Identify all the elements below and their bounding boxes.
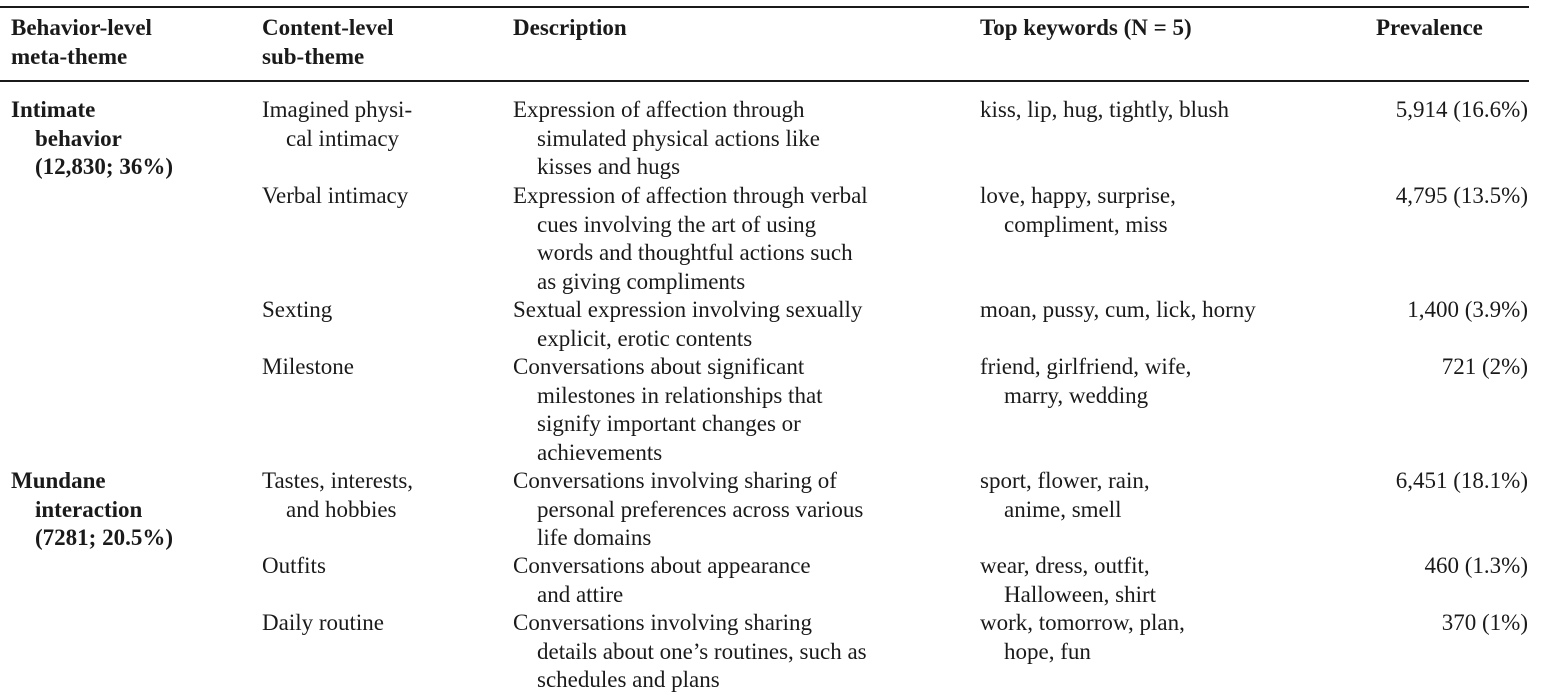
- keywords-line: Halloween, shirt: [1004, 581, 1157, 607]
- keywords-line: anime, smell: [1004, 496, 1122, 522]
- sub-theme-line: Daily routine: [262, 610, 384, 635]
- prevalence-cell: [1300, 182, 1528, 211]
- header-sub-theme: [262, 14, 502, 71]
- keywords-line: wear, dress, outfit,: [980, 553, 1150, 578]
- prevalence-cell: [1300, 96, 1528, 125]
- description-cell: [513, 296, 953, 353]
- description-line: Conversations about appearance: [513, 553, 811, 578]
- header-meta-theme-line1: Behavior-level: [11, 15, 152, 40]
- description-line: life domains: [537, 525, 652, 550]
- description-line: Conversations involving sharing of: [513, 468, 837, 493]
- description-line: Conversations about significant: [513, 354, 805, 379]
- description-line: Expression of affection through: [513, 97, 805, 122]
- sub-theme-cell: [262, 296, 502, 325]
- prevalence-cell: [1300, 296, 1528, 325]
- header-rule: [0, 80, 1529, 82]
- description-line: simulated physical actions like: [537, 125, 820, 151]
- description-line: and attire: [537, 581, 624, 607]
- description-cell: [513, 182, 953, 296]
- sub-theme-line: and hobbies: [286, 496, 397, 522]
- description-line: schedules and plans: [537, 667, 720, 692]
- description-line: signify important changes or: [537, 411, 801, 436]
- sub-theme-line: Milestone: [262, 354, 354, 379]
- keywords-line: work, tomorrow, plan,: [980, 610, 1185, 635]
- header-keywords: Top keywords (N = 5): [980, 15, 1192, 40]
- keywords-line: kiss, lip, hug, tightly, blush: [980, 97, 1229, 122]
- meta-theme-name: Mundane: [11, 468, 106, 493]
- description-line: Expression of affection through verbal: [513, 183, 868, 208]
- prevalence-value: 721 (2%): [1441, 354, 1528, 379]
- prevalence-value: 4,795 (13.5%): [1395, 183, 1528, 208]
- prevalence-value: 460 (1.3%): [1424, 553, 1528, 578]
- sub-theme-cell: [262, 467, 502, 524]
- description-line: Conversations involving sharing: [513, 610, 812, 635]
- description-line: kisses and hugs: [537, 154, 681, 179]
- header-meta-theme-line2: meta-theme: [11, 43, 128, 69]
- meta-theme-stats: (7281; 20.5%): [35, 525, 173, 550]
- description-line: words and thoughtful actions such: [537, 240, 853, 265]
- keywords-line: love, happy, surprise,: [980, 183, 1176, 208]
- sub-theme-line: Sexting: [262, 297, 333, 322]
- header-sub-theme-line1: Content-level: [262, 15, 394, 40]
- description-cell: [513, 609, 953, 695]
- prevalence-cell: [1300, 609, 1528, 638]
- sub-theme-line: Imagined physi-: [262, 97, 413, 122]
- sub-theme-cell: [262, 609, 502, 638]
- description-cell: [513, 552, 953, 609]
- description-line: Sextual expression involving sexually: [513, 297, 863, 322]
- meta-theme-cell: [11, 96, 241, 182]
- header-meta-theme: [11, 14, 241, 71]
- prevalence-value: 5,914 (16.6%): [1395, 97, 1528, 122]
- description-line: details about one’s routines, such as: [537, 638, 867, 664]
- meta-theme-stats: (12,830; 36%): [35, 154, 173, 179]
- header-sub-theme-line2: sub-theme: [262, 43, 365, 69]
- sub-theme-line: Outfits: [262, 553, 326, 578]
- keywords-line: marry, wedding: [1004, 382, 1149, 408]
- sub-theme-cell: [262, 182, 502, 211]
- keywords-line: compliment, miss: [1004, 211, 1168, 237]
- description-cell: [513, 96, 953, 182]
- sub-theme-cell: [262, 552, 502, 581]
- sub-theme-line: cal intimacy: [286, 125, 400, 151]
- meta-theme-name: Intimate: [11, 97, 96, 122]
- top-rule: [0, 6, 1529, 8]
- description-line: milestones in relationships that: [537, 382, 823, 408]
- sub-theme-cell: [262, 96, 502, 153]
- sub-theme-line: Verbal intimacy: [262, 183, 409, 208]
- prevalence-cell: [1300, 552, 1528, 581]
- description-line: personal preferences across various: [537, 496, 864, 522]
- sub-theme-cell: [262, 353, 502, 382]
- meta-theme-name-cont: behavior: [35, 125, 122, 151]
- keywords-line: hope, fun: [1004, 638, 1091, 664]
- description-line: cues involving the art of using: [537, 211, 817, 237]
- prevalence-value: 1,400 (3.9%): [1407, 297, 1528, 322]
- meta-theme-cell: [11, 467, 241, 553]
- description-line: achievements: [537, 439, 663, 465]
- description-cell: [513, 467, 953, 553]
- description-line: as giving compliments: [537, 268, 746, 294]
- keywords-line: moan, pussy, cum, lick, horny: [980, 297, 1256, 322]
- keywords-line: sport, flower, rain,: [980, 468, 1150, 493]
- prevalence-cell: [1300, 353, 1528, 382]
- prevalence-cell: [1300, 467, 1528, 496]
- header-description: Description: [513, 15, 627, 40]
- description-cell: [513, 353, 953, 467]
- description-line: explicit, erotic contents: [537, 325, 753, 351]
- sub-theme-line: Tastes, interests,: [262, 468, 414, 493]
- header-prevalence: Prevalence: [1376, 15, 1483, 40]
- prevalence-value: 6,451 (18.1%): [1395, 468, 1528, 493]
- meta-theme-name-cont: interaction: [35, 496, 143, 522]
- prevalence-value: 370 (1%): [1441, 610, 1528, 635]
- keywords-line: friend, girlfriend, wife,: [980, 354, 1192, 379]
